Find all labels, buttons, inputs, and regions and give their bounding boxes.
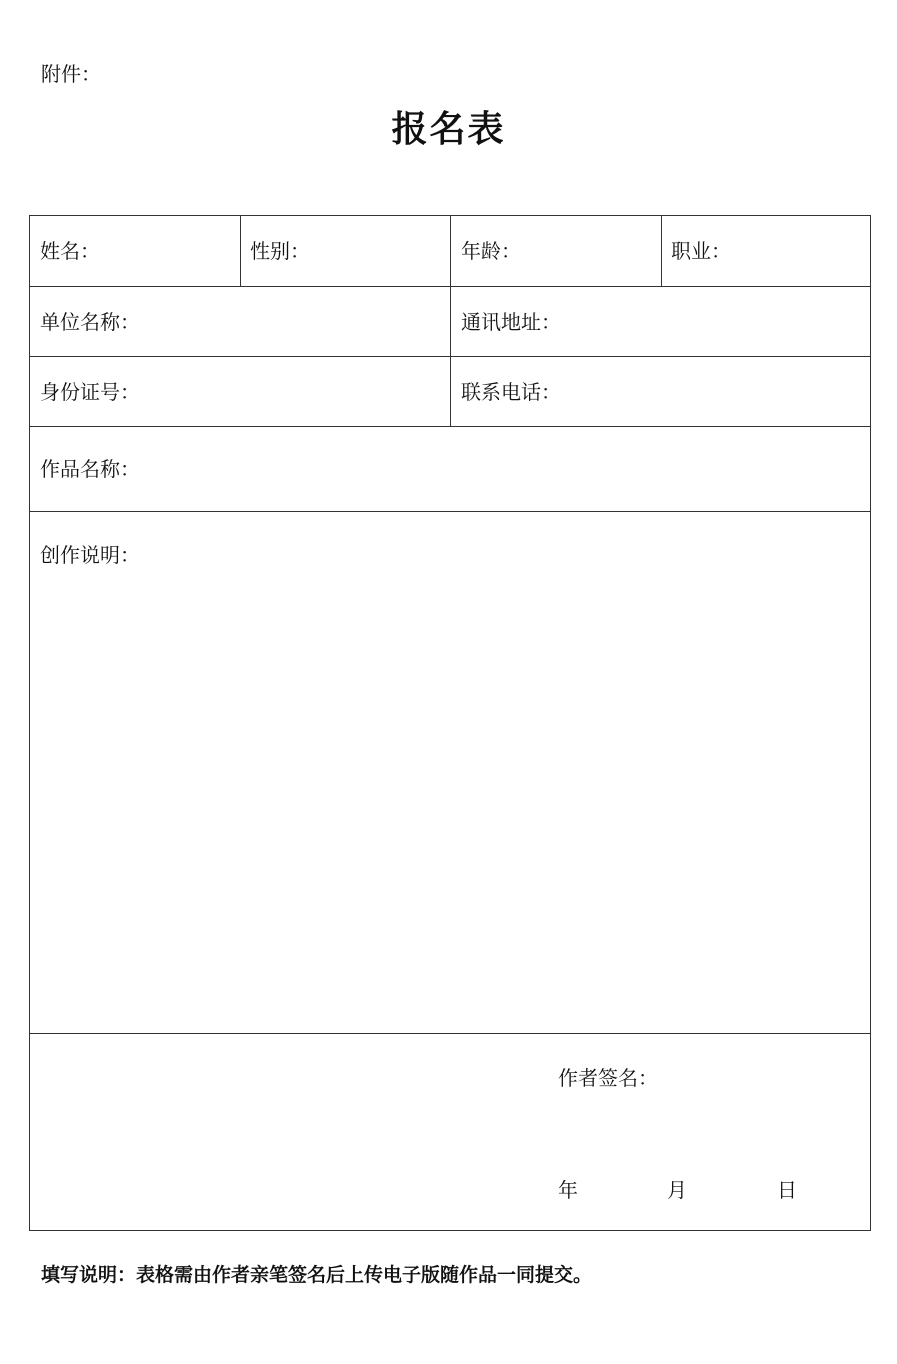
creation-description-field[interactable]: 创作说明： bbox=[40, 543, 140, 567]
id-number-field[interactable]: 身份证号： bbox=[40, 380, 140, 404]
age-field[interactable]: 年龄： bbox=[461, 239, 521, 263]
occupation-field[interactable]: 职业： bbox=[671, 239, 731, 263]
col-divider-r1-1 bbox=[240, 216, 241, 286]
name-field[interactable]: 姓名： bbox=[40, 239, 100, 263]
address-field[interactable]: 通讯地址： bbox=[461, 310, 561, 334]
year-label: 年 bbox=[558, 1178, 578, 1202]
row-divider-3 bbox=[30, 426, 870, 427]
work-title-field[interactable]: 作品名称： bbox=[40, 457, 140, 481]
fill-instructions: 填写说明：表格需由作者亲笔签名后上传电子版随作品一同提交。 bbox=[41, 1264, 593, 1286]
gender-field[interactable]: 性别： bbox=[250, 239, 310, 263]
month-label: 月 bbox=[667, 1178, 687, 1202]
registration-form-table bbox=[29, 215, 871, 1231]
phone-field[interactable]: 联系电话： bbox=[461, 380, 561, 404]
day-label: 日 bbox=[777, 1178, 797, 1202]
row-divider-5 bbox=[30, 1033, 870, 1034]
organization-field[interactable]: 单位名称： bbox=[40, 310, 140, 334]
row-divider-4 bbox=[30, 511, 870, 512]
author-signature-field[interactable]: 作者签名： bbox=[558, 1066, 658, 1090]
col-divider-r1-3 bbox=[661, 216, 662, 286]
page-title: 报名表 bbox=[391, 109, 506, 150]
attachment-label: 附件： bbox=[41, 62, 101, 86]
col-divider-mid bbox=[450, 216, 451, 426]
